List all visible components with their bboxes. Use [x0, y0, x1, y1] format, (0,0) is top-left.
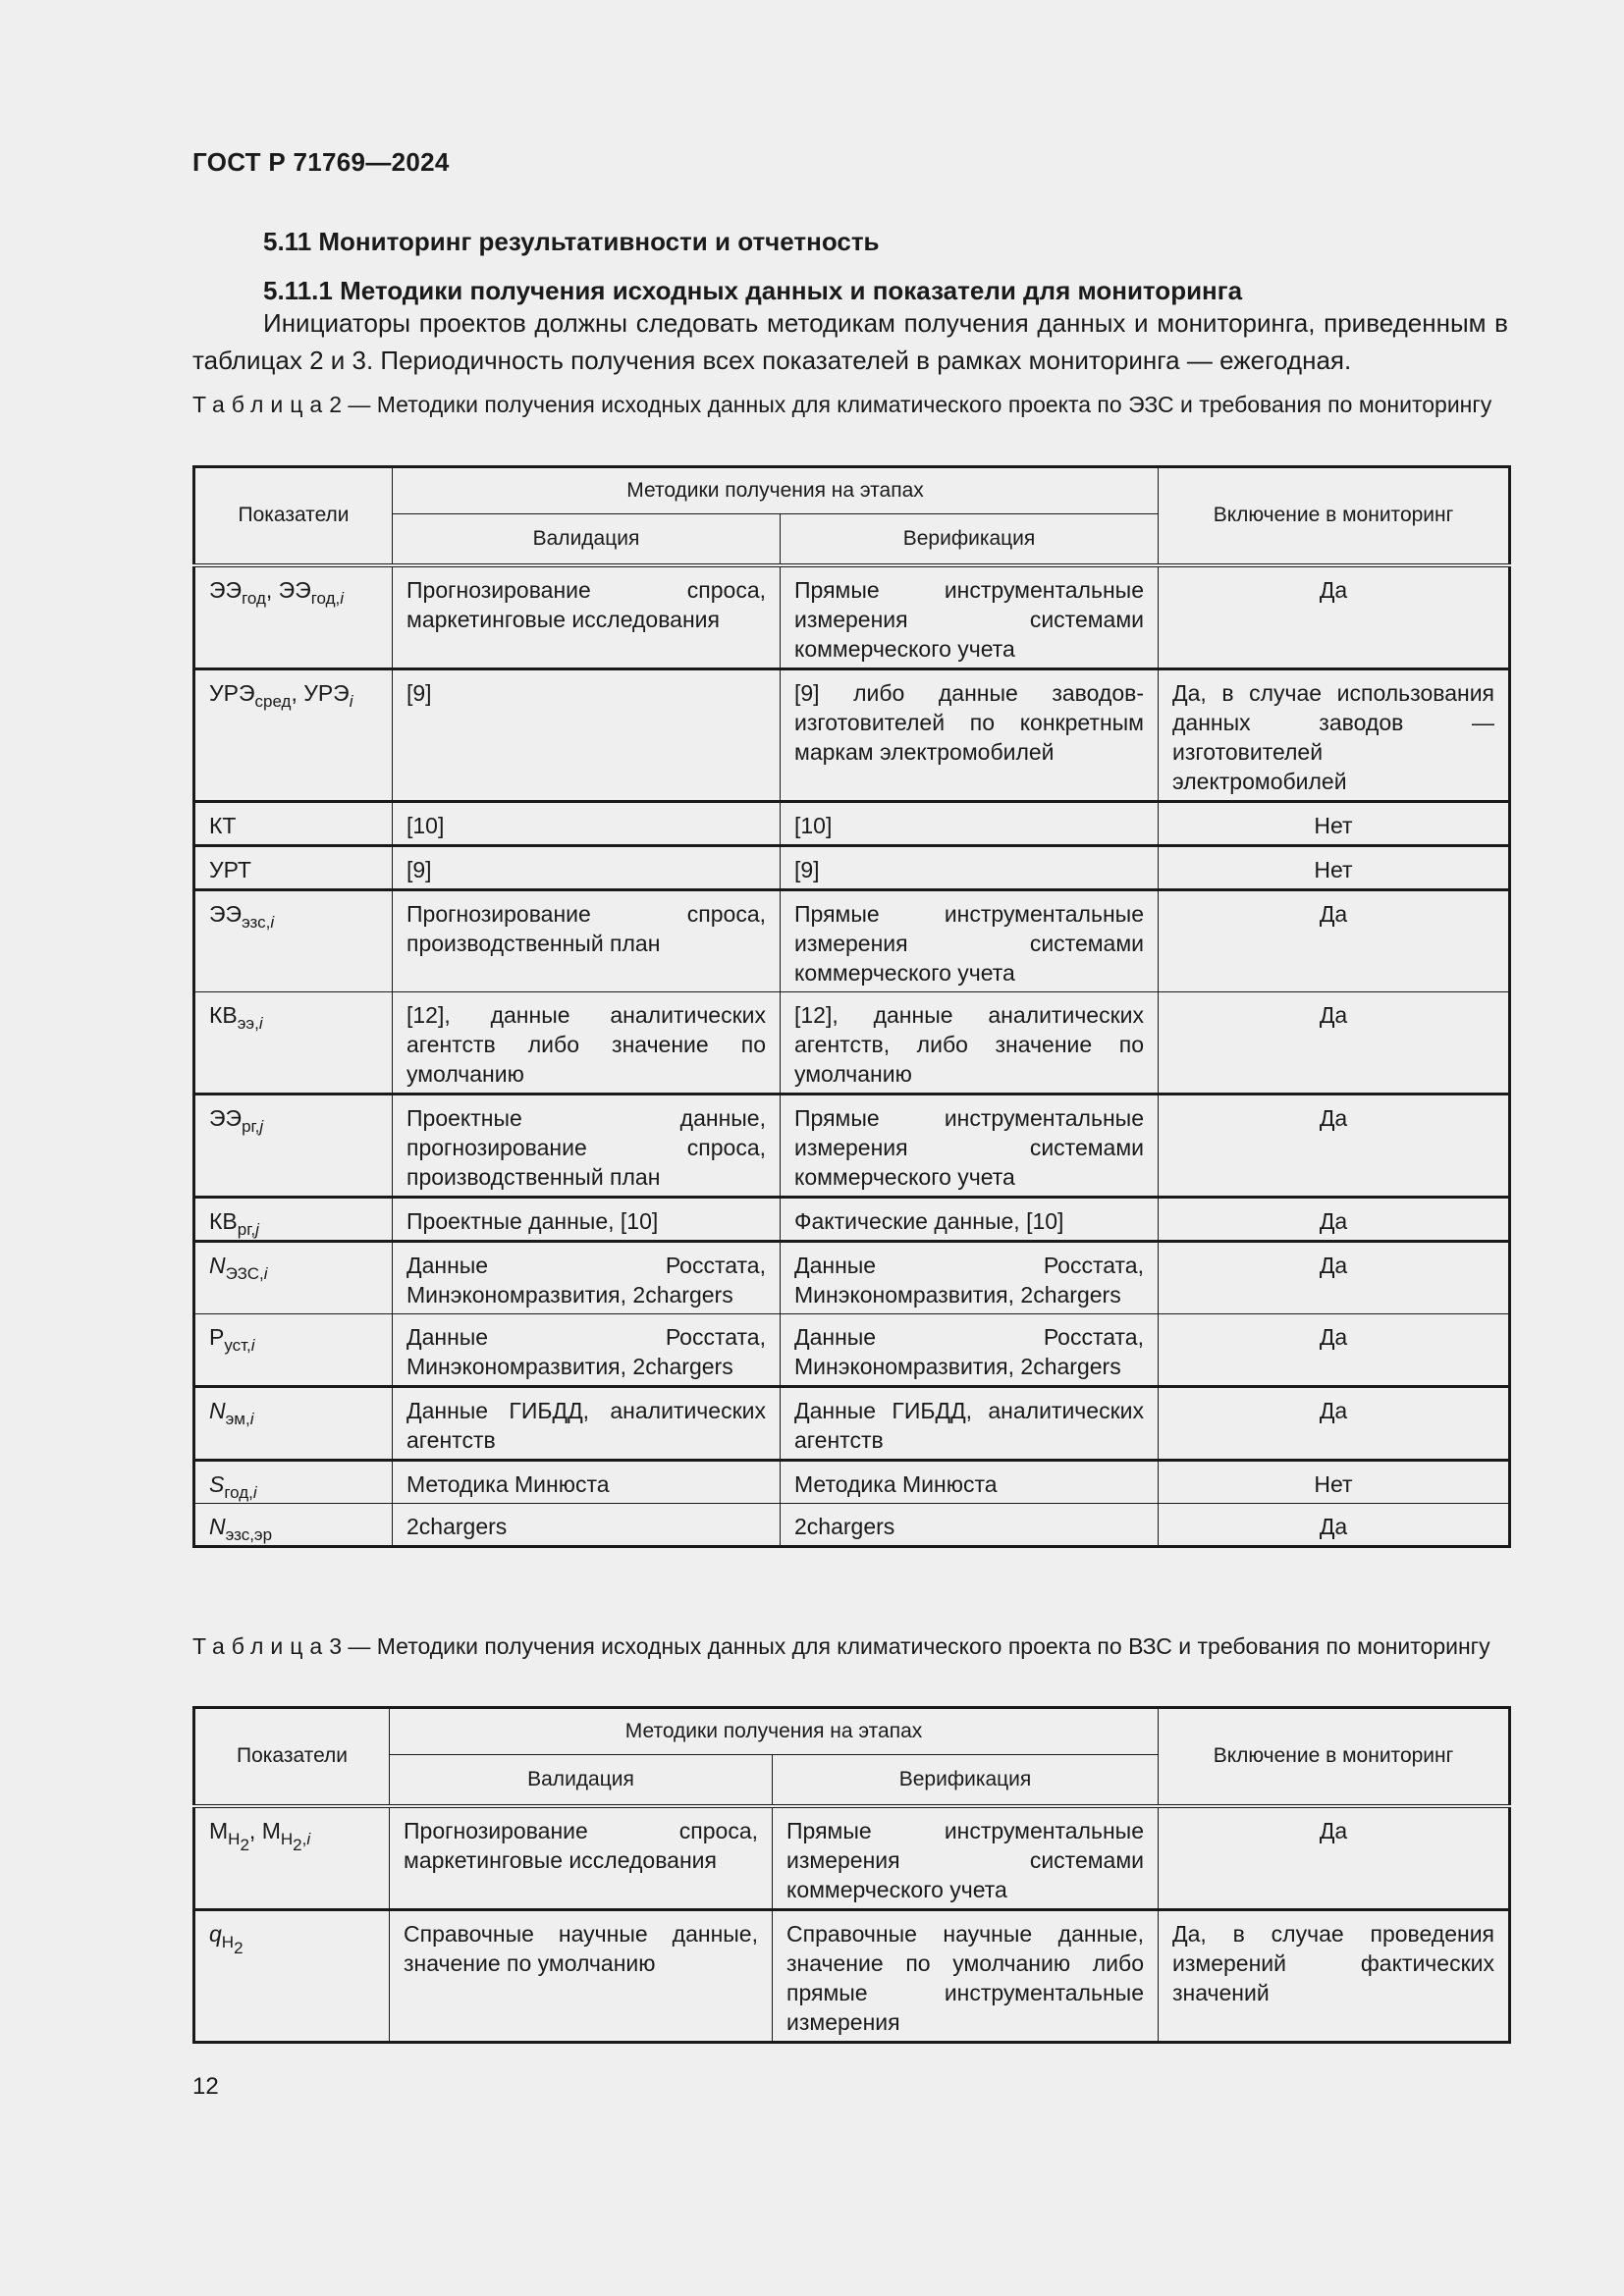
indicator-cell: $ЭЭ_{эзс,i}$: [194, 889, 393, 991]
table3-header-indicators: Показатели: [194, 1708, 390, 1806]
verification-cell: 2chargers: [781, 1503, 1159, 1546]
monitoring-cell: Нет: [1159, 845, 1510, 889]
validation-cell: Прогнозирование спроса, маркетинговые исследования: [390, 1806, 773, 1910]
indicator-cell: $q_{H_2}$: [194, 1909, 390, 2042]
indicator-cell: $УРЭ_{сред}$, $УРЭ_i$: [194, 668, 393, 801]
table-row: [194, 565, 1510, 669]
validation-cell: Данные ГИБДД, аналитических агентств: [393, 1386, 781, 1460]
monitoring-cell: Да, в случае проведения измерений фактических значений: [1159, 1909, 1510, 2042]
table-row: [194, 1386, 1510, 1460]
validation-cell: Справочные научные данные, значение по умолчанию: [390, 1909, 773, 2042]
indicator-cell: $M_{H_2}$, $M_{H_2,i}$: [194, 1806, 390, 1910]
table3-header-monitoring: Включение в мониторинг: [1159, 1708, 1510, 1806]
validation-cell: [12], данные аналитических агентств либо значение по умолчанию: [393, 991, 781, 1094]
validation-cell: Методика Минюста: [393, 1460, 781, 1503]
monitoring-cell: Да: [1159, 1386, 1510, 1460]
table-row: [194, 1460, 1510, 1503]
indicator-cell: $N_{эзс,эр}$: [194, 1503, 393, 1546]
monitoring-cell: Да: [1159, 565, 1510, 669]
verification-cell: Прямые инструментальные измерения системами коммерческого учета: [773, 1806, 1159, 1910]
table2-caption: [192, 390, 1508, 420]
table2-header-monitoring: Включение в мониторинг: [1159, 467, 1510, 565]
document-code: ГОСТ Р 71769—2024: [192, 147, 450, 177]
validation-cell: Прогнозирование спроса, маркетинговые исследования: [393, 565, 781, 669]
validation-cell: Данные Росстата, Минэкономразвития, 2chargers: [393, 1313, 781, 1386]
table2-header-indicators: Показатели: [194, 467, 393, 565]
validation-cell: [9]: [393, 668, 781, 801]
table3-body: [194, 1806, 1510, 2043]
table2-header-methods: Методики получения на этапах: [393, 467, 1159, 514]
table-row: [194, 991, 1510, 1094]
verification-cell: Фактические данные, [10]: [781, 1197, 1159, 1241]
validation-cell: [9]: [393, 845, 781, 889]
table3-header-validation: Валидация: [390, 1755, 773, 1806]
table-row: [194, 1909, 1510, 2042]
monitoring-cell: Да, в случае использования данных заводов — изготовителей электромобилей: [1159, 668, 1510, 801]
table-row: [194, 1313, 1510, 1386]
indicator-cell: $P_{уст,i}$: [194, 1313, 393, 1386]
indicator-cell: $N_{эм,i}$: [194, 1386, 393, 1460]
table3-caption-text: 3 — Методики получения исходных данных для климатического проекта по ВЗС и требования по мониторингу: [329, 1633, 1490, 1659]
section-heading-5-11: 5.11 Мониторинг результативности и отчетность: [263, 227, 880, 256]
verification-cell: Методика Минюста: [781, 1460, 1159, 1503]
validation-cell: 2chargers: [393, 1503, 781, 1546]
verification-cell: [9] либо данные заводов-изготовителей по конкретным маркам электромобилей: [781, 668, 1159, 801]
indicator-cell: $N_{ЭЗС,i}$: [194, 1241, 393, 1313]
monitoring-cell: Нет: [1159, 1460, 1510, 1503]
validation-cell: Проектные данные, [10]: [393, 1197, 781, 1241]
validation-cell: [10]: [393, 801, 781, 845]
table-row: [194, 1503, 1510, 1546]
table-row: [194, 889, 1510, 991]
verification-cell: Прямые инструментальные измерения системами коммерческого учета: [781, 889, 1159, 991]
table3: [192, 1706, 1511, 2044]
table2-header-validation: Валидация: [393, 514, 781, 565]
table3-header-methods: Методики получения на этапах: [390, 1708, 1159, 1755]
table-row: [194, 668, 1510, 801]
table2-caption-label: Таблица: [192, 392, 330, 417]
table3-caption: [192, 1631, 1508, 1662]
verification-cell: Прямые инструментальные измерения системами коммерческого учета: [781, 1094, 1159, 1197]
section-heading-5-11-1: 5.11.1 Методики получения исходных данных и показатели для мониторинга: [263, 276, 1243, 305]
monitoring-cell: Да: [1159, 1503, 1510, 1546]
monitoring-cell: Да: [1159, 1094, 1510, 1197]
table2-header-verification: Верификация: [781, 514, 1159, 565]
monitoring-cell: Да: [1159, 1806, 1510, 1910]
validation-cell: Данные Росстата, Минэкономразвития, 2chargers: [393, 1241, 781, 1313]
table3-caption-label: Таблица: [192, 1633, 330, 1659]
indicator-cell: $ЭЭ_{год}$, $ЭЭ_{год,i}$: [194, 565, 393, 669]
verification-cell: Данные ГИБДД, аналитических агентств: [781, 1386, 1159, 1460]
indicator-cell: $ЭЭ_{рг,j}$: [194, 1094, 393, 1197]
table3-header-verification: Верификация: [773, 1755, 1159, 1806]
verification-cell: [9]: [781, 845, 1159, 889]
table-row: [194, 801, 1510, 845]
indicator-cell: $КВ_{рг,j}$: [194, 1197, 393, 1241]
table-row: [194, 1094, 1510, 1197]
table2: [192, 465, 1511, 1548]
table-row: [194, 1197, 1510, 1241]
indicator-cell: $КВ_{ээ,i}$: [194, 991, 393, 1094]
verification-cell: [12], данные аналитических агентств, либо значение по умолчанию: [781, 991, 1159, 1094]
verification-cell: Справочные научные данные, значение по умолчанию либо прямые инструментальные измерения: [773, 1909, 1159, 2042]
table-row: [194, 845, 1510, 889]
verification-cell: Данные Росстата, Минэкономразвития, 2chargers: [781, 1313, 1159, 1386]
verification-cell: [10]: [781, 801, 1159, 845]
monitoring-cell: Нет: [1159, 801, 1510, 845]
table-row: [194, 1806, 1510, 1910]
table2-caption-text: 2 — Методики получения исходных данных для климатического проекта по ЭЗС и требования по мониторингу: [329, 392, 1492, 417]
verification-cell: Данные Росстата, Минэкономразвития, 2chargers: [781, 1241, 1159, 1313]
table-row: [194, 1241, 1510, 1313]
indicator-cell: КТ: [194, 801, 393, 845]
intro-paragraph: Инициаторы проектов должны следовать методикам получения данных и мониторинга, приведенным в таблицах 2 и 3. Периодичность получения всех показателей в рамках мониторинга — ежегодная.: [192, 308, 1508, 375]
validation-cell: Прогнозирование спроса, производственный план: [393, 889, 781, 991]
monitoring-cell: Да: [1159, 1197, 1510, 1241]
validation-cell: Проектные данные, прогнозирование спроса, производственный план: [393, 1094, 781, 1197]
monitoring-cell: Да: [1159, 1241, 1510, 1313]
monitoring-cell: Да: [1159, 1313, 1510, 1386]
indicator-cell: $S_{год,i}$: [194, 1460, 393, 1503]
table2-body: [194, 565, 1510, 1547]
verification-cell: Прямые инструментальные измерения системами коммерческого учета: [781, 565, 1159, 669]
indicator-cell: УРТ: [194, 845, 393, 889]
monitoring-cell: Да: [1159, 889, 1510, 991]
page-number: 12: [192, 2073, 219, 2100]
monitoring-cell: Да: [1159, 991, 1510, 1094]
